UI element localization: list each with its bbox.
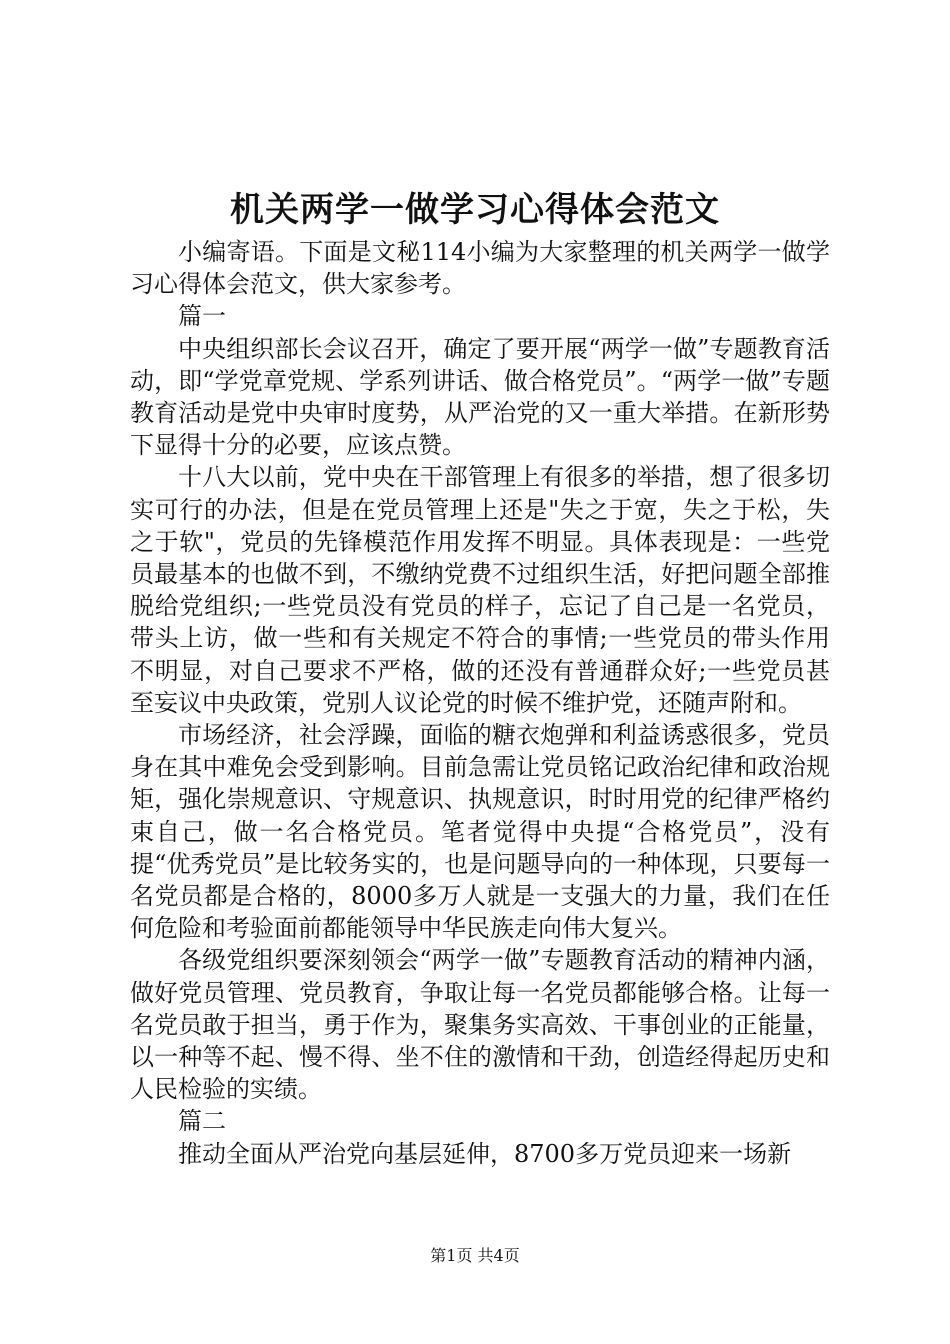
section-heading-2: 篇二 [178,1107,226,1136]
document-title: 机关两学一做学习心得体会范文 [230,190,720,230]
body-paragraph: 十八大以前，党中央在干部管理上有很多的举措，想了很多切实可行的办法，但是在党员管理上还是"失之于宽，失之于松，失之于软"，党员的先锋模范作用发挥不明显。具体表现是：一些党员最基本的也做不到，不缴纳党费不过组织生活，好把问题全部推脱给党组织;一些党员没有党员的样子，忘记了自己是一名党员，带头上访，做一些和有关规定不符合的事情;一些党员的带头作用不明显，对自己要求不严格，做的还没有普通群众好;一些党员甚至妄议中央政策，党别人议论党的时候不维护党，还随声附和。 [130,463,830,717]
body-paragraph: 各级党组织要深刻领会“两学一做”专题教育活动的精神内涵，做好党员管理、党员教育，争取让每一名党员都能够合格。让每一名党员敢于担当，勇于作为，聚集务实高效、干事创业的正能量，以一种等不起、慢不得、坐不住的激情和干劲，创造经得起历史和人民检验的实绩。 [130,946,830,1104]
section-heading-1: 篇一 [178,302,226,331]
document-body [130,236,830,1170]
body-paragraph: 市场经济，社会浮躁，面临的糖衣炮弹和利益诱惑很多，党员身在其中难免会受到影响。目前急需让党员铭记政治纪律和政治规矩，强化崇规意识、守规意识、执规意识，时时用党的纪律严格约束自己，做一名合格党员。笔者觉得中央提“合格党员”，没有提“优秀党员”是比较务实的，也是问题导向的一种体现，只要每一名党员都是合格的，8000多万人就是一支强大的力量，我们在任何危险和考验面前都能领导中华民族走向伟大复兴。 [130,721,830,943]
page-footer: 第1页 共4页 [430,1246,520,1265]
intro-paragraph: 小编寄语。下面是文秘114小编为大家整理的机关两学一做学习心得体会范文，供大家参考。 [130,238,830,299]
body-paragraph: 推动全面从严治党向基层延伸，8700多万党员迎来一场新 [178,1139,792,1168]
body-paragraph: 中央组织部长会议召开，确定了要开展“两学一做”专题教育活动，即“学党章党规、学系列讲话、做合格党员”。“两学一做”专题教育活动是党中央审时度势，从严治党的又一重大举措。在新形势下显得十分的必要，应该点赞。 [130,334,830,460]
